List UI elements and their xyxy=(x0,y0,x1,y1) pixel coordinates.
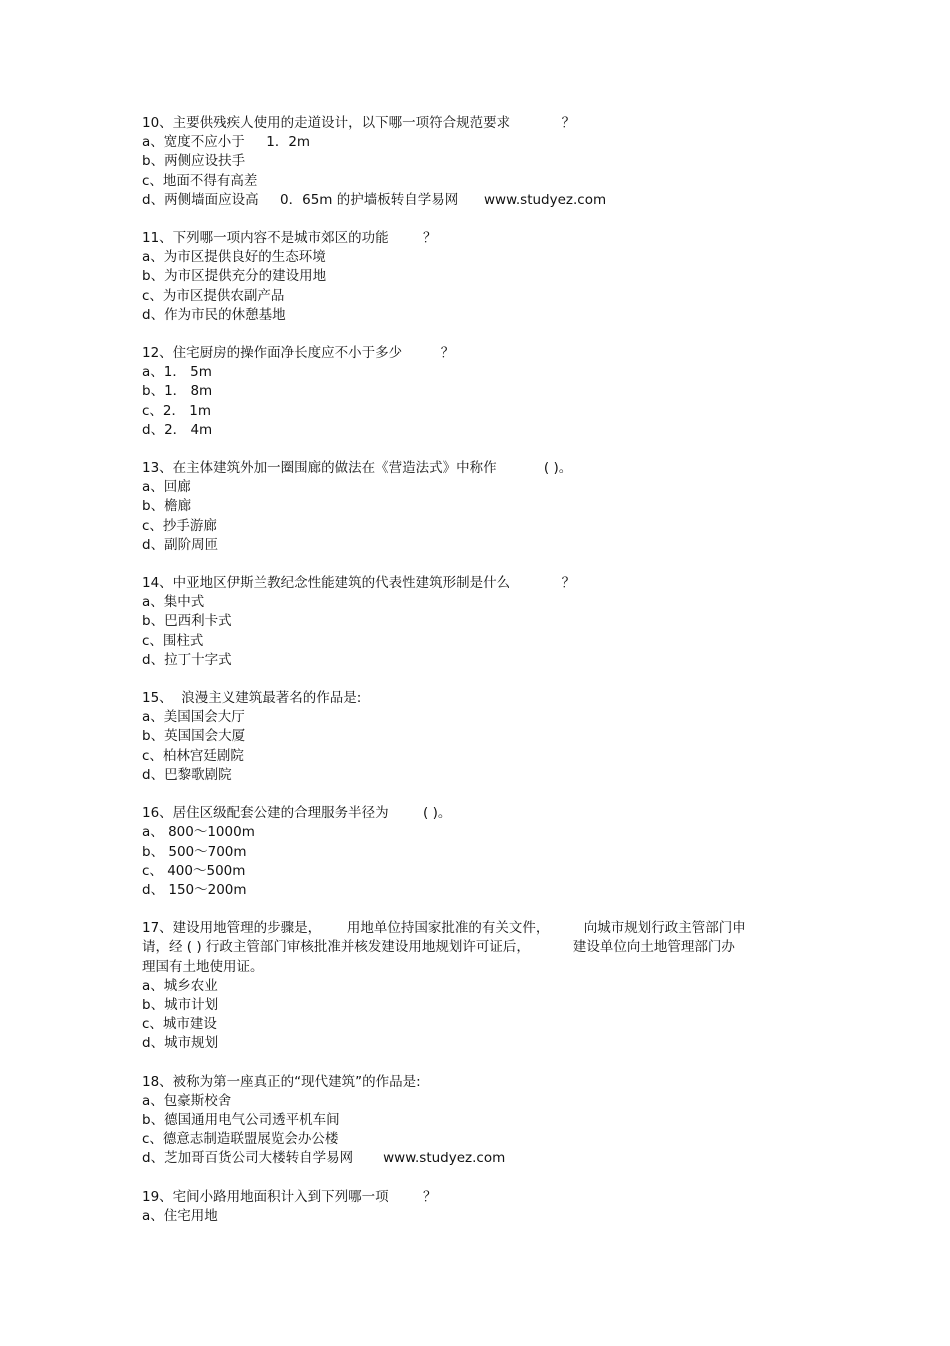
option-c: c、 400～500m xyxy=(142,862,246,879)
question-12 xyxy=(142,344,822,440)
option-c: c、2． 1m xyxy=(142,402,212,419)
question-stem: 17、建设用地管理的步骤是， 用地单位持国家批准的有关文件， 向城市规划行政主管部门申 请，经 ( ) 行政主管部门审核批准并核发建设用地规划许可证后， 建设单位向土地管理部门办 理国有土地使用证。 xyxy=(142,920,746,975)
option-b: b、1． 8m xyxy=(142,383,213,400)
question-15 xyxy=(142,689,822,785)
question-11 xyxy=(142,229,822,325)
option-b: b、为市区提供充分的建设用地 xyxy=(142,268,327,285)
option-a: a、 800～1000m xyxy=(142,824,255,841)
question-stem: 18、被称为第一座真正的“现代建筑”的作品是: xyxy=(142,1073,421,1090)
option-c: c、柏林宫廷剧院 xyxy=(142,747,244,764)
option-a: a、为市区提供良好的生态环境 xyxy=(142,249,326,266)
question-16 xyxy=(142,804,822,900)
option-d: d、城市规划 xyxy=(142,1035,219,1052)
option-d: d、2． 4m xyxy=(142,421,213,438)
option-d: d、副阶周匝 xyxy=(142,536,219,553)
question-stem: 10、主要供残疾人使用的走道设计，以下哪一项符合规范要求 ？ xyxy=(142,115,576,131)
question-stem: 12、住宅厨房的操作面净长度应不小于多少 ？ xyxy=(142,345,455,362)
question-stem: 16、居住区级配套公建的合理服务半径为 ( )。 xyxy=(142,805,452,822)
question-13 xyxy=(142,459,822,555)
question-stem: 11、下列哪一项内容不是城市郊区的功能 ？ xyxy=(142,230,437,247)
option-a: a、1． 5m xyxy=(142,364,212,381)
option-a: a、集中式 xyxy=(142,594,205,611)
option-a: a、美国国会大厅 xyxy=(142,709,245,726)
option-b: b、德国通用电气公司透平机车间 xyxy=(142,1111,340,1128)
question-17 xyxy=(142,919,822,1053)
option-d: d、 150～200m xyxy=(142,881,247,898)
option-d: d、作为市民的休憩基地 xyxy=(142,306,286,323)
option-b: b、英国国会大厦 xyxy=(142,728,246,745)
option-a: a、宽度不应小于 1．2m xyxy=(142,134,311,151)
option-b: b、 500～700m xyxy=(142,843,247,860)
option-c: c、地面不得有高差 xyxy=(142,172,258,189)
question-stem: 13、在主体建筑外加一圈围廊的做法在《营造法式》中称作 ( )。 xyxy=(142,460,573,477)
question-stem: 15、 浪漫主义建筑最著名的作品是: xyxy=(142,690,362,707)
option-c: c、为市区提供农副产品 xyxy=(142,287,285,304)
option-b: b、巴西利卡式 xyxy=(142,613,232,630)
option-c: c、德意志制造联盟展览会办公楼 xyxy=(142,1131,339,1148)
document-page xyxy=(142,114,822,1245)
option-d: d、拉丁十字式 xyxy=(142,651,232,668)
option-b: b、檐廊 xyxy=(142,498,192,515)
option-a: a、城乡农业 xyxy=(142,977,218,994)
option-d: d、巴黎歌剧院 xyxy=(142,766,232,783)
question-14 xyxy=(142,574,822,670)
option-c: c、城市建设 xyxy=(142,1016,217,1033)
option-c: c、抄手游廊 xyxy=(142,517,217,534)
option-a: a、回廊 xyxy=(142,479,191,496)
option-d: d、芝加哥百货公司大楼转自学易网 www.studyez.com xyxy=(142,1150,506,1167)
option-a: a、住宅用地 xyxy=(142,1207,218,1224)
question-stem: 19、宅间小路用地面积计入到下列哪一项 ？ xyxy=(142,1188,437,1205)
question-stem: 14、中亚地区伊斯兰教纪念性能建筑的代表性建筑形制是什么 ？ xyxy=(142,575,576,592)
option-b: b、两侧应设扶手 xyxy=(142,153,246,170)
option-a: a、包豪斯校舍 xyxy=(142,1092,232,1109)
question-19 xyxy=(142,1188,822,1226)
option-b: b、城市计划 xyxy=(142,996,219,1013)
question-18 xyxy=(142,1073,822,1169)
option-d: d、两侧墙面应设高 0．65m 的护墙板转自学易网 www.studyez.com xyxy=(142,191,607,208)
question-10 xyxy=(142,114,822,210)
option-c: c、围柱式 xyxy=(142,632,204,649)
